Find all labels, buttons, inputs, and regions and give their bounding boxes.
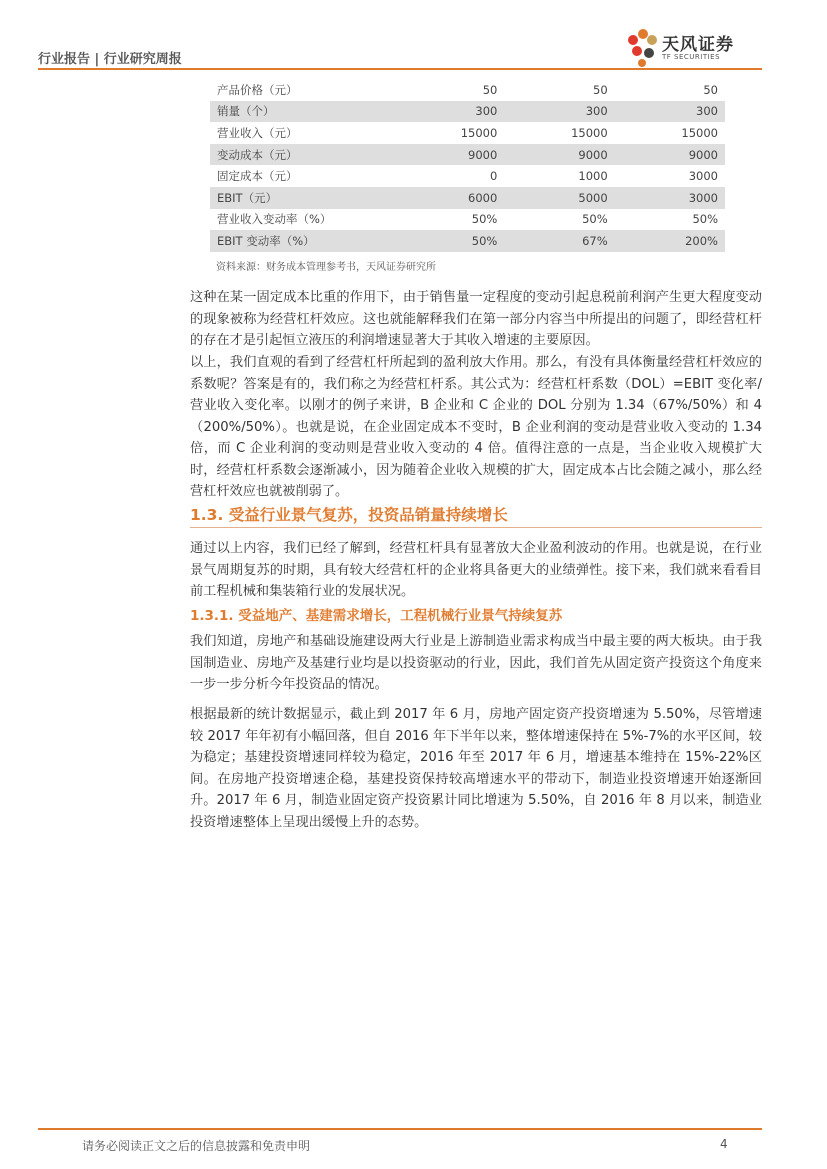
row-label: 营业收入（元）: [217, 125, 298, 140]
paragraph-5: 根据最新的统计数据显示，截止到 2017 年 6 月，房地产固定资产投资增速为 5.50%，尽管增速较 2017 年年初有小幅回落，但自 2016 年下半年以来，整体增速保持在 5%-7%的水平区间，较为稳定；基建投资增速同样较为稳定，2016 年至 2017 年 6 月，增速基本维持在 15%-22%区间。在房地产投资增速企稳，基建投资保持较高增速水平的带动下，制造业投资增速开始逐渐回升。2017 年 6 月，制造业固定资产投资累计同比增速为 5.50%，自 2016 年 8 月以来，制造业投资增速整体上呈现出缓慢上升的态势。: [190, 707, 762, 830]
cell-value: 9000: [394, 144, 504, 166]
cell-value: 300: [504, 101, 614, 123]
cell-value: 3000: [615, 187, 725, 209]
row-label: 固定成本（元）: [217, 169, 298, 184]
cell-value: 15000: [460, 125, 498, 140]
table-row: [210, 230, 725, 252]
row-label: 营业收入变动率（%）: [217, 212, 332, 227]
cell-value: 50: [703, 82, 718, 97]
subsection-heading: 1.3.1. 受益地产、基建需求增长，工程机械行业景气持续复苏: [190, 608, 563, 624]
cell-value: 6000: [394, 187, 504, 209]
cell-value: 15000: [571, 125, 608, 140]
paragraph-1: 这种在某一固定成本比重的作用下，由于销售量一定程度的变动引起息税前利润产生更大程度变动的现象被称为经营杠杆效应。这也就能解释我们在第一部分内容当中所提出的问题了，即经营杠杆的存在才是引起恒立液压的利润增速显著大于其收入增速的主要原因。: [190, 290, 762, 348]
section-heading: 1.3. 受益行业景气复苏，投资品销量持续增长: [190, 506, 508, 524]
cell-value: 9000: [504, 144, 614, 166]
table-row: [210, 122, 725, 144]
table-row: [210, 209, 725, 231]
table-row: [210, 144, 725, 166]
cell-value: 5000: [504, 187, 614, 209]
cell-value: 67%: [504, 230, 614, 252]
row-label: 销量（个）: [210, 101, 394, 123]
cell-value: 50: [482, 82, 498, 97]
report-category: 行业报告 | 行业研究周报: [38, 52, 182, 67]
paragraph-2: 以上，我们直观的看到了经营杠杆所起到的盈利放大作用。那么，有没有具体衡量经营杠杆效应的系数呢？答案是有的，我们称之为经营杠杆系。其公式为：经营杠杆系数（DOL）=EBIT 变化率/营业收入变化率。以刚才的例子来讲，B 企业和 C 企业的 DOL 分别为 1.34（67%/50%）和 4（200%/50%）。也就是说，在企业固定成本不变时，B 企业利润的变动是营业收入变动的 1.34 倍，而 C 企业利润的变动则是营业收入变动的 4 倍。值得注意的一点是，当企业收入规模扩大时，经营杠杆系数会逐渐减小，因为随着企业收入规模的扩大，固定成本占比会随之减小，那么经营杠杆效应也就被削弱了。: [190, 355, 762, 499]
row-label: EBIT 变动率（%）: [210, 230, 394, 252]
footer-divider: [38, 1128, 762, 1130]
cell-value: 3000: [688, 169, 718, 184]
cell-value: 200%: [615, 230, 725, 252]
cell-value: 300: [615, 101, 725, 123]
table-row: [210, 101, 725, 123]
table-row: [210, 79, 725, 101]
section-divider: [190, 527, 762, 528]
cell-value: 15000: [681, 125, 718, 140]
row-label: 产品价格（元）: [217, 82, 298, 97]
table-row: [210, 165, 725, 187]
company-name: 天风证券: [662, 35, 734, 55]
page-number: 4: [720, 1137, 728, 1151]
cell-value: 50%: [471, 212, 498, 227]
row-label: 变动成本（元）: [210, 144, 394, 166]
table-row: [210, 187, 725, 209]
cell-value: 50%: [394, 230, 504, 252]
cell-value: 0: [490, 169, 498, 184]
cell-value: 9000: [615, 144, 725, 166]
paragraph-4: 我们知道，房地产和基础设施建设两大行业是上游制造业需求构成当中最主要的两大板块。由于我国制造业、房地产及基建行业均是以投资驱动的行业，因此，我们首先从固定资产投资这个角度来一步一步分析今年投资品的情况。: [190, 634, 762, 692]
company-name-en: TF SECURITIES: [662, 53, 721, 61]
row-label: EBIT（元）: [210, 187, 394, 209]
cell-value: 50%: [582, 212, 608, 227]
table-source: 资料来源：财务成本管理参考书，天风证券研究所: [216, 262, 436, 273]
cell-value: 1000: [578, 169, 608, 184]
cell-value: 300: [394, 101, 504, 123]
cell-value: 50: [593, 82, 608, 97]
paragraph-3: 通过以上内容，我们已经了解到，经营杠杆具有显著放大企业盈利波动的作用。也就是说，在行业景气周期复苏的时期，具有较大经营杠杆的企业将具备更大的业绩弹性。接下来，我们就来看看目前工程机械和集装箱行业的发展状况。: [190, 541, 762, 599]
cell-value: 50%: [692, 212, 718, 227]
footer-disclaimer: 请务必阅读正文之后的信息披露和免责申明: [82, 1139, 311, 1153]
leverage-table: [210, 79, 725, 252]
